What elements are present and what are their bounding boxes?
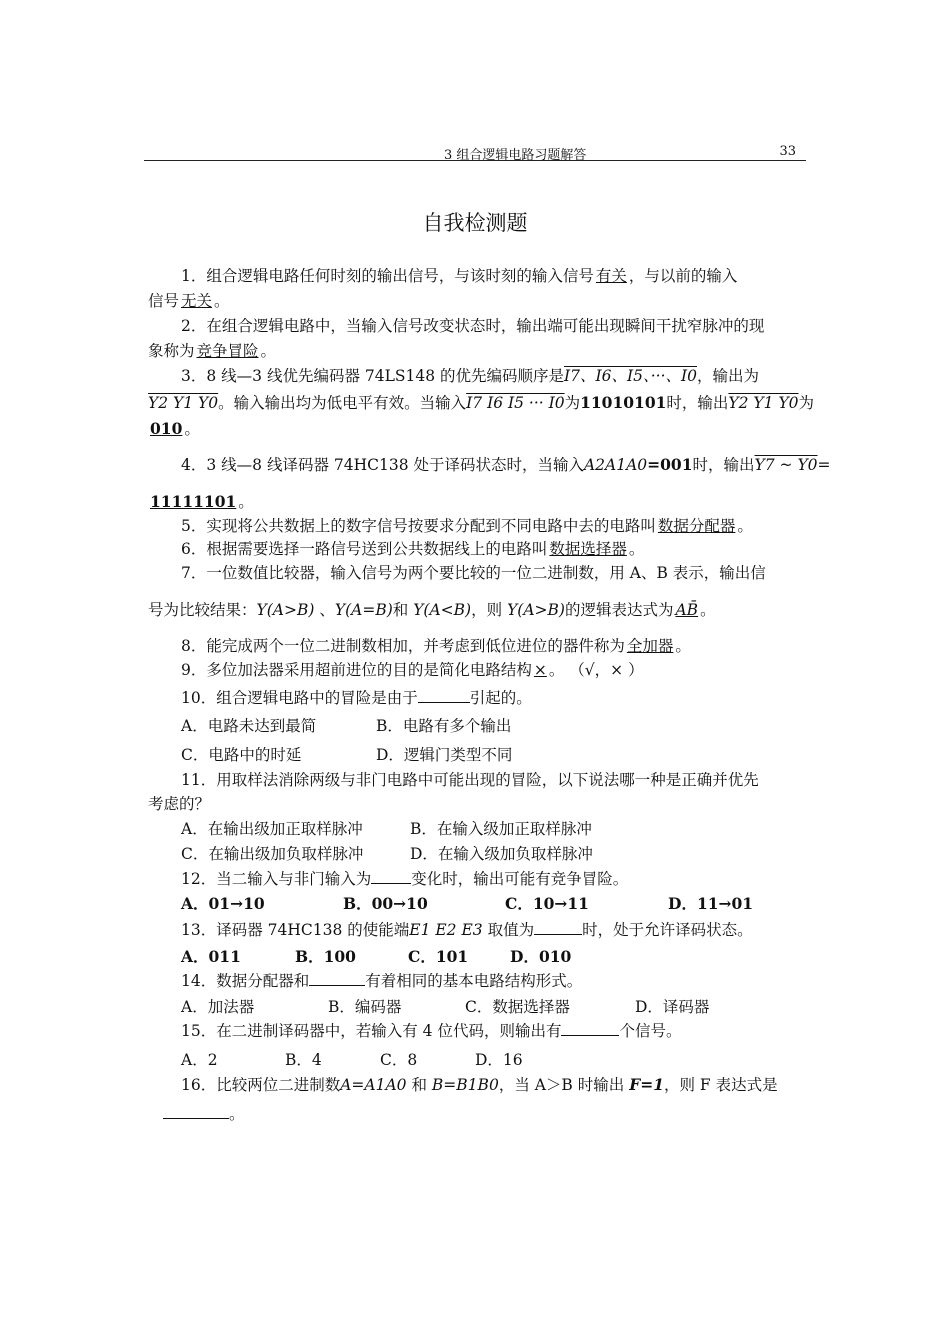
q11-option-d: D．在输入级加负取样脉冲 xyxy=(410,845,593,863)
q14-option-a: A．加法器 xyxy=(181,998,255,1016)
q12-blank xyxy=(371,869,411,884)
q13-enable: E1 E2 E3 xyxy=(409,921,483,939)
q1-line1: 1．组合逻辑电路任何时刻的输出信号，与该时刻的输入信号 有关 ，与以前的输入 xyxy=(181,267,738,285)
q4-outputs: Y7 ~ Y0 xyxy=(754,456,818,474)
q3-line3: 010 。 xyxy=(150,419,200,438)
q3-line2: Y2 Y1 Y0。输入输出均为低电平有效。当输入I7 I6 I5 ··· I0为11010101时，输出Y2 Y1 Y0为 xyxy=(148,393,815,412)
q6-answer: 数据选择器 xyxy=(549,540,627,558)
q12-option-a: A．01→10 xyxy=(181,894,265,913)
q11-line1: 11．用取样法消除两级与非门电路中可能出现的冒险，以下说法哪一种是正确并优先 xyxy=(181,771,759,789)
page-header xyxy=(144,144,806,161)
q16-blank xyxy=(163,1104,229,1119)
q3-outputs: Y2 Y1 Y0 xyxy=(148,394,219,412)
q13-option-c: C．101 xyxy=(408,947,469,966)
q12-option-c: C．10→11 xyxy=(505,894,589,913)
q2-answer: 竞争冒险 xyxy=(196,342,259,360)
q16-line2: 。 xyxy=(163,1104,245,1124)
q13-option-b: B．100 xyxy=(295,947,356,966)
q16-line1: 16．比较两位二进制数A=A1A0 和 B=B1B0，当 A＞B 时输出 F=1，则 F 表达式是 xyxy=(181,1075,778,1094)
q3-inputs: I7 I6 I5 ··· I0 xyxy=(466,394,565,412)
q11-option-c: C．在输出级加负取样脉冲 xyxy=(181,845,364,863)
q11-option-a: A．在输出级加正取样脉冲 xyxy=(181,820,363,838)
q7-line1: 7．一位数值比较器，输入信号为两个要比较的一位二进制数，用 A、B 表示，输出信 xyxy=(181,564,766,582)
q1-line2: 信号 无关 。 xyxy=(148,292,230,310)
q13-line: 13．译码器 74HC138 的使能端E1 E2 E3 取值为 时，处于允许译码状态。 xyxy=(181,921,753,939)
q14-line: 14．数据分配器和 有着相同的基本电路结构形式。 xyxy=(181,972,583,990)
q6-line: 6．根据需要选择一路信号送到公共数据线上的电路叫 数据选择器 。 xyxy=(181,540,645,558)
q13-option-a: A．011 xyxy=(181,947,241,966)
q14-blank xyxy=(309,971,365,986)
q5-answer: 数据分配器 xyxy=(657,517,736,535)
q4-line2: 11111101 。 xyxy=(150,492,254,511)
q1-answer2: 无关 xyxy=(181,292,213,310)
page-title: 自我检测题 xyxy=(422,211,528,235)
q14-option-c: C．数据选择器 xyxy=(465,998,570,1016)
q11-line2: 考虑的？ xyxy=(148,795,211,813)
q3-answer: 010 xyxy=(150,419,183,438)
q10-option-c: C．电路中的时延 xyxy=(181,746,302,764)
q9-line: 9．多位加法器采用超前进位的目的是简化电路结构 × 。 （√，× ） xyxy=(181,661,644,679)
q15-blank xyxy=(561,1021,619,1036)
q13-option-d: D．010 xyxy=(510,947,572,966)
q13-blank xyxy=(534,920,582,935)
q12-option-d: D．11→01 xyxy=(668,894,754,913)
q5-line: 5．实现将公共数据上的数字信号按要求分配到不同电路中去的电路叫 数据分配器 。 xyxy=(181,517,753,535)
page-number: 33 xyxy=(779,144,796,159)
q12-line: 12．当二输入与非门输入为 变化时，输出可能有竞争冒险。 xyxy=(181,870,629,888)
q2-line2: 象称为 竞争冒险 。 xyxy=(148,342,277,360)
q4-answer: 11111101 xyxy=(150,492,237,511)
q10-option-a: A．电路未达到最简 xyxy=(181,717,317,735)
q14-option-d: D．译码器 xyxy=(635,998,710,1016)
q15-option-c: C．8 xyxy=(380,1051,418,1069)
q10-blank xyxy=(418,688,470,703)
q14-option-b: B．编码器 xyxy=(328,998,402,1016)
q15-option-a: A．2 xyxy=(181,1051,218,1069)
q10-option-b: B．电路有多个输出 xyxy=(376,717,512,735)
q1-answer1: 有关 xyxy=(595,267,627,285)
q3-order: I7、I6、I5、···、I0 xyxy=(564,367,697,385)
q11-option-b: B．在输入级加正取样脉冲 xyxy=(410,820,592,838)
q4-line1: 4．3 线—8 线译码器 74HC138 处于译码状态时，当输入A2A1A0=001时，输出Y7 ~ Y0= xyxy=(181,455,831,474)
q12-option-b: B．00→10 xyxy=(343,894,428,913)
q7-answer: AB̄ xyxy=(675,601,699,619)
q8-line: 8．能完成两个一位二进制数相加，并考虑到低位进位的器件称为 全加器 。 xyxy=(181,637,691,655)
q7-line2: 号为比较结果：Y(A>B) 、Y(A=B)和 Y(A<B)，则 Y(A>B)的逻辑表达式为 AB̄ 。 xyxy=(148,601,716,619)
q8-answer: 全加器 xyxy=(626,637,674,655)
q3-line1: 3．8 线—3 线优先编码器 74LS148 的优先编码顺序是I7、I6、I5、···、I0，输出为 xyxy=(181,367,760,385)
q15-option-b: B．4 xyxy=(285,1051,322,1069)
chapter-title: 3 组合逻辑电路习题解答 xyxy=(444,148,587,163)
q15-line: 15．在二进制译码器中，若输入有 4 位代码，则输出有 个信号。 xyxy=(181,1022,682,1040)
q10-line: 10．组合逻辑电路中的冒险是由于 引起的。 xyxy=(181,689,532,707)
q2-line1: 2．在组合逻辑电路中，当输入信号改变状态时，输出端可能出现瞬间干扰窄脉冲的现 xyxy=(181,317,765,335)
q15-option-d: D．16 xyxy=(475,1051,523,1069)
q9-answer: × xyxy=(533,661,547,679)
q10-option-d: D．逻辑门类型不同 xyxy=(376,746,513,764)
